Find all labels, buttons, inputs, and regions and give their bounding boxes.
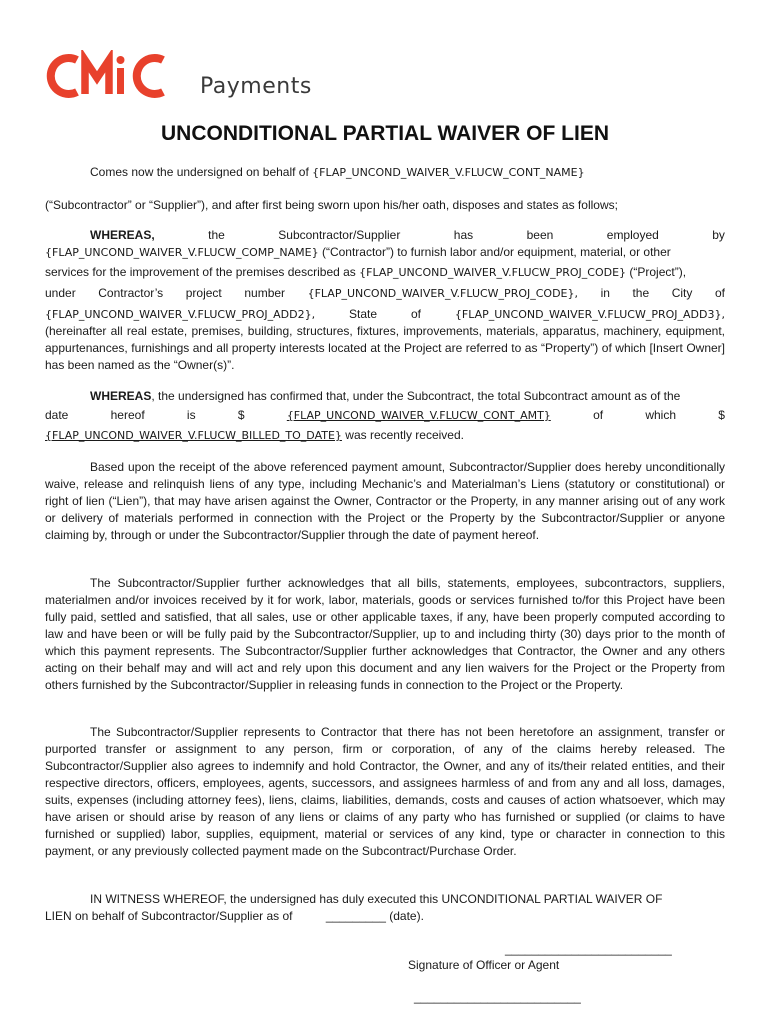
para-represents [45, 724, 725, 860]
proj-code-field: {FLAP_UNCOND_WAIVER_V.FLUCW_PROJ_CODE} [359, 266, 627, 279]
logo-payments-text: Payments [200, 74, 312, 99]
whereas2-tail: was recently received. [341, 428, 464, 442]
word: date [45, 408, 69, 422]
services-prefix: services for the improvement of the premises described as [45, 265, 360, 279]
word: of [593, 408, 604, 422]
word: has [453, 228, 474, 242]
word: Contractor’s [98, 286, 164, 300]
comp-name-field: {FLAP_UNCOND_WAIVER_V.FLUCW_COMP_NAME} [45, 246, 319, 259]
document-title: UNCONDITIONAL PARTIAL WAIVER OF LIEN [160, 122, 609, 145]
word: which [645, 408, 677, 422]
proj-code-field-2: {FLAP_UNCOND_WAIVER_V.FLUCW_PROJ_CODE}, [307, 287, 578, 300]
word: by [712, 228, 725, 242]
word: City [671, 286, 693, 300]
word: is [186, 408, 196, 422]
para-rep-text: The Subcontractor/Supplier represents to Contractor that there has not been heretofore an assignment, transfer or purported transfer or assignment to any person, firm or corporation, of any of the claims hereby released. The Subcontractor/Supplier also agrees to indemnify and hold Contractor, the Owner, and any of its/their related entities, and their respective directors, officers, employees, agents, successors, and assignees harmless of and from any and all loss, damages, suits, expenses (including attorney fees), liens, claims, liabilities, demands, costs and causes of action whatsoever, which may have arisen or should arise by reason of any liens or claims of any party who has furnished or supplied (or claims to have furnished or supplied) labor, supplies, equipment, material or services of any kind, type or character in connection to this payment, or any previously collected payment made on the Subcontract/Purchase Order. [45, 725, 725, 858]
word: number [244, 286, 286, 300]
whereas2-lead: WHEREAS [90, 389, 152, 403]
para-ack-text: The Subcontractor/Supplier further acknowledges that all bills, statements, employees, subcontractors, suppliers, materialmen and/or invoices received by it for work, labor, materials, goods or services furnished to/for this Project have been fully paid, settled and satisfied, that all sales, use or other applicable taxes, if any, have been properly computed according to law and have been or will be fully paid by the Subcontractor/Supplier, up to and including thirty (30) days prior to the month of which this payment represents. The Subcontractor/Supplier further acknowledges that Contractor, the Owner and any others acting on their behalf may and will act and rely upon this document and any lien waivers for the Project or the Property from others furnished by the Subcontractor/Supplier in releasing funds in connection to the Project or the Property. [45, 576, 725, 692]
word: $ [237, 408, 245, 422]
word: State [349, 307, 378, 321]
whereas1-line5 [45, 306, 725, 323]
witness-line1: IN WITNESS WHEREOF, the undersigned has duly executed this UNCONDITIONAL PARTIAL WAIVER OF [90, 892, 663, 906]
intro-prefix: Comes now the undersigned on behalf of [90, 165, 313, 179]
cmic-logo-icon [45, 50, 195, 102]
billed-to-date-field: {FLAP_UNCOND_WAIVER_V.FLUCW_BILLED_TO_DATE} [45, 429, 342, 442]
whereas1-line3 [45, 264, 725, 281]
para-based-text: Based upon the receipt of the above referenced payment amount, Subcontractor/Supplier does hereby unconditionally waive, release and relinquish liens of any type, including Mechanic’s and Materialman’s Liens (statutory or constitutional) or right of lien (“Lien”), that may have arisen against the Owner, Contractor or the Property, in any manner arising out of any work or delivery of materials performed in connection with the Project or the Property by the Subcontractor/Supplier or anyone claiming by, through or under the Subcontractor/Supplier through the date of payment hereof. [45, 460, 725, 542]
signature-line[interactable]: _________________________ [505, 942, 672, 956]
whereas1-rest: (hereinafter all real estate, premises, building, structures, fixtures, improvements, materials, apparatus, machinery, equipment, appurtenances, furnishings and all property interests located at the Project are referred to as “Property”) of which [Insert Owner] has been named as the “Owner(s)”. [45, 324, 725, 372]
cont-amt-field: {FLAP_UNCOND_WAIVER_V.FLUCW_CONT_AMT} [286, 409, 551, 422]
whereas2-line3 [45, 427, 725, 444]
witness-block [45, 891, 725, 925]
word: employed [606, 228, 659, 242]
word: the [208, 228, 225, 242]
word: under [45, 286, 76, 300]
witness-line2 [45, 908, 725, 925]
word: $ [718, 408, 725, 422]
word: hereof [110, 408, 145, 422]
para-acknowledges [45, 575, 725, 694]
whereas2-text1: , the undersigned has confirmed that, under the Subcontract, the total Subcontract amount as of the [151, 389, 681, 403]
whereas-paragraph-1 [45, 227, 725, 374]
word: the [632, 286, 650, 300]
whereas1-lead: WHEREAS, [90, 228, 155, 242]
whereas2-line2 [45, 407, 725, 424]
whereas1-line1 [45, 227, 725, 244]
signature-line-2[interactable]: _________________________ [414, 990, 581, 1004]
proj-add3-field: {FLAP_UNCOND_WAIVER_V.FLUCW_PROJ_ADD3}, [454, 308, 725, 321]
project-label: (“Project”), [626, 265, 687, 279]
word: of [410, 307, 421, 321]
word: project [185, 286, 222, 300]
cont-name-field: {FLAP_UNCOND_WAIVER_V.FLUCW_CONT_NAME} [312, 166, 585, 179]
whereas1-line2 [45, 244, 725, 261]
word: been [526, 228, 554, 242]
date-blank[interactable]: _________ [325, 909, 386, 923]
word: in [600, 286, 610, 300]
para-based-upon [45, 459, 725, 544]
witness-line2-prefix: LIEN on behalf of Subcontractor/Supplier as of [45, 909, 293, 923]
date-label: (date). [385, 909, 424, 923]
proj-add2-field: {FLAP_UNCOND_WAIVER_V.FLUCW_PROJ_ADD2}, [45, 308, 316, 321]
intro-line2 [45, 197, 725, 214]
whereas1-line4 [45, 285, 725, 302]
word: of [714, 286, 725, 300]
intro-line2-text: (“Subcontractor” or “Supplier”), and after first being sworn upon his/her oath, disposes and states as follows; [45, 198, 618, 212]
word: Subcontractor/Supplier [278, 228, 401, 242]
whereas-paragraph-2 [45, 388, 725, 444]
signature-label: Signature of Officer or Agent [408, 958, 560, 972]
intro-paragraph [45, 164, 725, 181]
whereas1-after-comp: (“Contractor”) to furnish labor and/or equipment, material, or other [318, 245, 671, 259]
